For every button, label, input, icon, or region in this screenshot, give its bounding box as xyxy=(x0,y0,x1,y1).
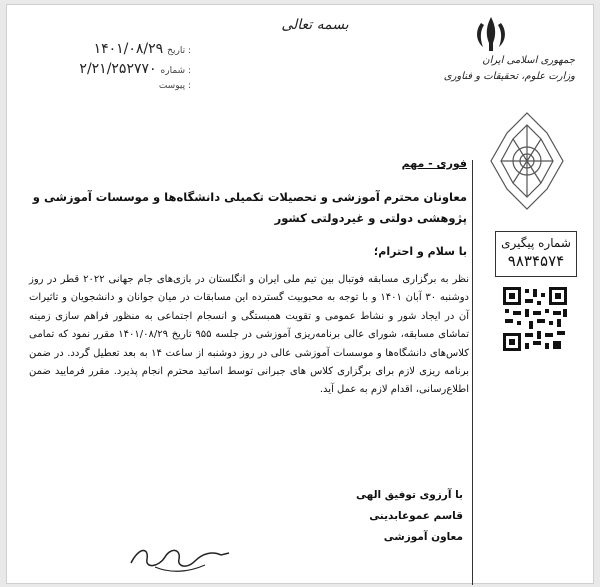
ministry-line-2: وزارت علوم، تحقیقات و فناوری xyxy=(443,71,575,82)
tracking-label: شماره پیگیری xyxy=(501,236,571,250)
letter-body: نظر به برگزاری مسابقه فوتبال بین تیم ملی ایران و انگلستان در بازی‌های جام جهانی ۲۰۲۲ قطر در روز دوشنبه ۳۰ آبان ۱۴۰۱ و با توجه به محبوبیت گسترده این مسابقات در میان جوانان و دانشجویان و تاثیرات آن در ایجاد شور و نشاط عمومی و تقویت همبستگی و انسجام اجتماعی به منظور فراهم سازی زمینه تماشای مسابقه، شورای عالی برنامه‌ریزی آموزشی در جلسه ۹۵۵ تاریخ ۱۴۰۱/۰۸/۲۹ مقرر نمود که تمامی کلاس‌های دانشگاه‌ها و موسسات آموزشی عالی در روز دوشنبه از ساعت ۱۴ به بعد تعطیل گردد. در ضمن برنامه ریزی لازم برای برگزاری کلاس های جبرانی توسط اساتید محترم انجام پذیرد. مقرر فرمایید ضمن اطلاع‌رسانی، اقدام لازم به عمل آید. xyxy=(29,274,469,396)
closing-line: با آرزوی توفیق الهی xyxy=(356,489,463,501)
number-value: ۲/۲۱/۲۵۲۷۷۰ xyxy=(79,61,157,77)
basmala-heading: بسمه تعالی xyxy=(281,17,349,33)
handwritten-signature xyxy=(125,537,235,577)
attachment-label: پیوست : xyxy=(158,81,191,91)
ministry-block xyxy=(395,53,575,85)
greeting-line: با سلام و احترام؛ xyxy=(373,245,467,258)
date-row xyxy=(41,41,191,61)
date-value: ۱۴۰۱/۰۸/۲۹ xyxy=(93,41,164,57)
signoff-block xyxy=(263,485,463,548)
signer-name: قاسم عموعابدینی xyxy=(369,510,463,522)
iran-emblem-icon xyxy=(471,13,511,55)
letter-meta xyxy=(41,41,191,101)
qr-code-icon[interactable] xyxy=(501,285,569,353)
date-label: تاریخ : xyxy=(167,46,191,56)
number-label: شماره : xyxy=(160,66,191,76)
tracking-value: ۹۸۳۴۵۷۴ xyxy=(507,252,565,270)
number-row xyxy=(41,61,191,81)
decorative-ornament-icon xyxy=(487,109,567,213)
attachment-row xyxy=(41,81,191,101)
signer-title: معاون آموزشی xyxy=(383,531,463,543)
urgency-label: فوری - مهم xyxy=(401,157,467,170)
tracking-box xyxy=(495,231,577,277)
recipient-heading: معاونان محترم آموزشی و تحصیلات تکمیلی دانشگاه‌ها و موسسات آموزشی و پژوهشی دولتی و غیردولتی کشور xyxy=(32,190,467,225)
letter-page xyxy=(6,4,594,584)
ministry-line-1: جمهوری اسلامی ایران xyxy=(482,55,575,66)
margin-divider xyxy=(472,160,473,585)
